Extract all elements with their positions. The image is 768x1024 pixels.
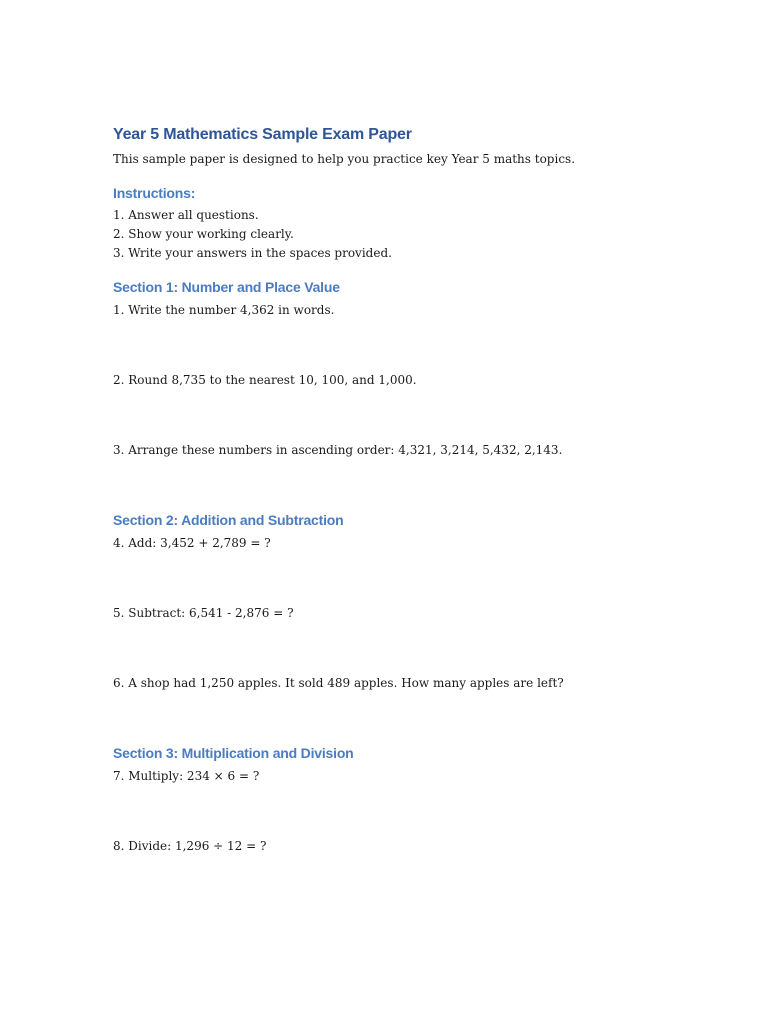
document-title: Year 5 Mathematics Sample Exam Paper: [113, 126, 412, 143]
instruction-item: 2. Show your working clearly.: [113, 227, 294, 241]
section-heading: Section 1: Number and Place Value: [113, 279, 340, 295]
document-content: [113, 124, 673, 856]
section-heading: Section 2: Addition and Subtraction: [113, 512, 344, 528]
instruction-item: 1. Answer all questions.: [113, 208, 259, 222]
instruction-item: 3. Write your answers in the spaces provided.: [113, 246, 392, 260]
question-item: 7. Multiply: 234 × 6 = ?: [113, 769, 260, 783]
question-item: 4. Add: 3,452 + 2,789 = ?: [113, 536, 271, 550]
section-heading: Section 3: Multiplication and Division: [113, 745, 354, 761]
instructions-list: [113, 206, 673, 263]
section-1: [113, 277, 673, 460]
intro-text: This sample paper is designed to help you practice key Year 5 maths topics.: [113, 152, 576, 166]
question-item: 2. Round 8,735 to the nearest 10, 100, and 1,000.: [113, 373, 417, 387]
section-3: [113, 743, 673, 856]
question-item: 3. Arrange these numbers in ascending order: 4,321, 3,214, 5,432, 2,143.: [113, 443, 563, 457]
question-item: 5. Subtract: 6,541 - 2,876 = ?: [113, 606, 294, 620]
question-item: 6. A shop had 1,250 apples. It sold 489 apples. How many apples are left?: [113, 676, 564, 690]
section-2: [113, 510, 673, 693]
instructions-heading: Instructions:: [113, 185, 196, 201]
question-item: 1. Write the number 4,362 in words.: [113, 303, 335, 317]
question-item: 8. Divide: 1,296 ÷ 12 = ?: [113, 839, 267, 853]
